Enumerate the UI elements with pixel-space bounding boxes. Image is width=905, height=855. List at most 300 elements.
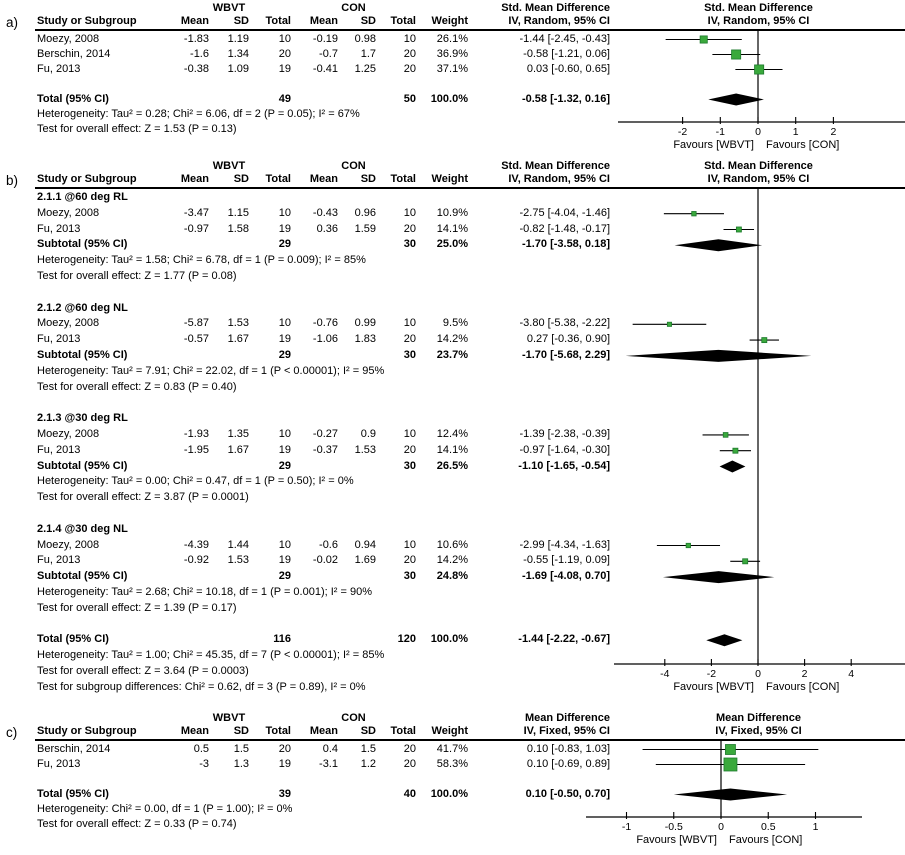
study-row [35, 316, 612, 332]
column-header-sd1: SD [233, 173, 249, 185]
note-text: Test for overall effect: Z = 1.77 (P = 0.08) [37, 269, 237, 282]
total2-cell: 20 [403, 63, 416, 75]
total1-cell: 10 [278, 317, 291, 330]
pooled-row [35, 92, 612, 107]
panel-a [0, 2, 905, 158]
study-row [35, 332, 612, 348]
subgroup-title: 2.1.2 @60 deg NL [37, 301, 128, 314]
tick-label: -2 [706, 668, 717, 680]
sd1-cell: 1.34 [227, 48, 249, 60]
mean1-cell: -1.6 [190, 48, 209, 60]
study-row [35, 32, 612, 47]
weight-cell: 14.1% [436, 222, 468, 235]
plot-subtitle: IV, Random, 95% CI [707, 173, 810, 185]
study-name: Moezy, 2008 [37, 538, 100, 551]
effect-col-subtitle: IV, Random, 95% CI [508, 15, 610, 27]
study-row [35, 427, 612, 443]
total1-cell: 39 [278, 788, 291, 800]
effect-cell: -0.97 [-1.64, -0.30] [519, 443, 610, 456]
mean1-cell: -5.87 [183, 317, 209, 330]
note-text: Test for overall effect: Z = 0.33 (P = 0.74) [37, 818, 237, 830]
total1-cell: 29 [278, 459, 291, 472]
total1-cell: 49 [278, 93, 291, 105]
mean1-cell: -1.93 [183, 427, 209, 440]
effect-square [692, 211, 696, 215]
total2-cell: 20 [403, 443, 416, 456]
spacer-row [35, 285, 612, 301]
sd1-cell: 1.67 [227, 333, 249, 346]
subgroup-header-row [35, 301, 612, 317]
forest-plot [612, 2, 905, 158]
group2-header: CON [341, 2, 366, 14]
sd1-cell: 1.19 [227, 33, 249, 45]
pooled-name: Total (95% CI) [37, 788, 109, 800]
forest-plot [612, 160, 905, 712]
total2-cell: 50 [403, 93, 416, 105]
mean1-cell: 0.5 [193, 743, 209, 755]
note-row [35, 364, 612, 380]
subgroup-title: 2.1.3 @30 deg RL [37, 412, 128, 425]
study-name: Moezy, 2008 [37, 206, 100, 219]
effect-cell: -1.44 [-2.22, -0.67] [518, 633, 610, 646]
plot-svg [612, 712, 905, 855]
note-row [35, 253, 612, 269]
table-rows [35, 32, 612, 137]
total1-cell: 116 [273, 633, 291, 646]
sd1-cell: 1.53 [227, 554, 249, 567]
sd2-cell: 1.53 [354, 443, 376, 456]
column-header-sd2: SD [360, 15, 376, 27]
note-text: Heterogeneity: Tau² = 0.00; Chi² = 0.47, df = 1 (P = 0.50); I² = 0% [37, 475, 354, 488]
note-text: Heterogeneity: Tau² = 2.68; Chi² = 10.18, df = 1 (P = 0.001); I² = 90% [37, 585, 372, 598]
subgroup-header-row [35, 411, 612, 427]
tick-label: 1 [792, 126, 799, 138]
column-header-sd2: SD [360, 725, 376, 737]
table-header-groups [35, 712, 612, 725]
spacer-row [35, 617, 612, 633]
weight-cell: 37.1% [436, 63, 468, 75]
note-row [35, 122, 612, 137]
effect-cell: -1.39 [-2.38, -0.39] [519, 427, 610, 440]
total2-cell: 30 [403, 570, 416, 583]
pooled-row [35, 787, 612, 802]
total1-cell: 29 [278, 238, 291, 251]
column-header-sd1: SD [233, 725, 249, 737]
mean1-cell: -0.38 [183, 63, 209, 75]
column-header-mean2: Mean [309, 725, 338, 737]
column-header-study: Study or Subgroup [37, 725, 137, 737]
weight-cell: 26.5% [436, 459, 468, 472]
note-text: Heterogeneity: Tau² = 7.91; Chi² = 22.02, df = 1 (P < 0.00001); I² = 95% [37, 364, 385, 377]
weight-cell: 12.4% [436, 427, 468, 440]
mean2-cell: -0.41 [312, 63, 338, 75]
total2-cell: 20 [403, 743, 416, 755]
mean2-cell: -1.06 [312, 333, 338, 346]
tick-label: 4 [848, 668, 855, 680]
sd1-cell: 1.15 [227, 206, 249, 219]
sd2-cell: 1.83 [354, 333, 376, 346]
effect-square [724, 758, 737, 771]
sd1-cell: 1.35 [227, 427, 249, 440]
sd1-cell: 1.58 [227, 222, 249, 235]
note-row [35, 680, 612, 696]
sd2-cell: 0.9 [360, 427, 376, 440]
sd1-cell: 1.44 [227, 538, 249, 551]
effect-cell: -1.70 [-3.58, 0.18] [521, 238, 610, 251]
study-row [35, 553, 612, 569]
effect-square [686, 543, 690, 547]
total1-cell: 19 [278, 554, 291, 567]
effect-col-title: Std. Mean Difference [501, 160, 610, 172]
note-text: Test for overall effect: Z = 0.83 (P = 0.40) [37, 380, 237, 393]
note-row [35, 585, 612, 601]
study-name: Moezy, 2008 [37, 317, 100, 330]
pooled-row [35, 569, 612, 585]
sd2-cell: 0.98 [354, 33, 376, 45]
note-text: Test for overall effect: Z = 1.53 (P = 0.13) [37, 123, 237, 135]
total1-cell: 20 [278, 48, 291, 60]
study-name: Fu, 2013 [37, 443, 81, 456]
mean1-cell: -4.39 [183, 538, 209, 551]
effect-col-title: Mean Difference [525, 712, 610, 724]
sd2-cell: 1.69 [354, 554, 376, 567]
effect-cell: 0.10 [-0.69, 0.89] [526, 758, 610, 770]
table-header-groups [35, 2, 612, 15]
effect-cell: 0.10 [-0.83, 1.03] [526, 743, 610, 755]
column-header-mean1: Mean [180, 15, 209, 27]
column-header-weight: Weight [431, 725, 468, 737]
total1-cell: 29 [278, 348, 291, 361]
mean1-cell: -0.92 [183, 554, 209, 567]
column-header-study: Study or Subgroup [37, 15, 137, 27]
mean1-cell: -3.47 [183, 206, 209, 219]
table-rows [35, 742, 612, 832]
study-name: Berschin, 2014 [37, 48, 111, 60]
table-header-columns [35, 15, 612, 28]
column-header-total1: Total [265, 725, 291, 737]
study-row [35, 742, 612, 757]
subgroup-title: 2.1.1 @60 deg RL [37, 191, 128, 203]
column-header-study: Study or Subgroup [37, 173, 137, 185]
effect-cell: -0.55 [-1.19, 0.09] [523, 554, 610, 567]
spacer-row [35, 77, 612, 92]
total1-cell: 10 [278, 427, 291, 440]
study-name: Berschin, 2014 [37, 743, 111, 755]
effect-square [743, 559, 748, 564]
favours-right-label: Favours [CON] [766, 681, 840, 693]
plot-subtitle: IV, Random, 95% CI [707, 15, 810, 27]
note-text: Heterogeneity: Tau² = 1.00; Chi² = 45.35, df = 7 (P < 0.00001); I² = 85% [37, 649, 385, 662]
weight-cell: 58.3% [436, 758, 468, 770]
weight-cell: 100.0% [430, 93, 468, 105]
effect-square [732, 50, 741, 59]
total2-cell: 10 [403, 206, 416, 219]
pooled-name: Subtotal (95% CI) [37, 348, 128, 361]
spacer-row [35, 772, 612, 787]
study-name: Fu, 2013 [37, 63, 81, 75]
tick-label: -1 [715, 126, 725, 138]
mean2-cell: -0.37 [312, 443, 338, 456]
favours-left-label: Favours [WBVT] [673, 139, 754, 151]
weight-cell: 25.0% [436, 238, 468, 251]
note-text: Heterogeneity: Tau² = 1.58; Chi² = 6.78, df = 1 (P = 0.009); I² = 85% [37, 254, 366, 267]
study-row [35, 757, 612, 772]
effect-cell: 0.03 [-0.60, 0.65] [526, 63, 610, 75]
study-table [35, 2, 612, 28]
tick-label: -4 [660, 668, 670, 680]
mean1-cell: -0.97 [183, 222, 209, 235]
study-row [35, 47, 612, 62]
tick-label: 0 [755, 126, 761, 138]
weight-cell: 41.7% [436, 743, 468, 755]
tick-label: 0.5 [760, 821, 776, 833]
weight-cell: 9.5% [442, 317, 468, 330]
note-text: Test for overall effect: Z = 3.64 (P = 0.0003) [37, 664, 249, 677]
effect-cell: -0.58 [-1.32, 0.16] [521, 93, 610, 105]
note-row [35, 601, 612, 617]
tick-label: 2 [830, 126, 837, 138]
column-header-total2: Total [390, 15, 416, 27]
tick-label: -2 [677, 126, 688, 138]
pooled-diamond [626, 350, 812, 362]
mean1-cell: -1.95 [183, 443, 209, 456]
note-text: Test for overall effect: Z = 3.87 (P = 0.0001) [37, 491, 249, 504]
weight-cell: 14.2% [436, 554, 468, 567]
effect-cell: -2.99 [-4.34, -1.63] [519, 538, 610, 551]
total2-cell: 20 [403, 222, 416, 235]
total2-cell: 20 [403, 554, 416, 567]
panel-label: b) [6, 173, 19, 188]
effect-cell: -0.58 [-1.21, 0.06] [523, 48, 610, 60]
pooled-diamond [675, 239, 763, 251]
study-row [35, 206, 612, 222]
note-row [35, 648, 612, 664]
total2-cell: 120 [397, 633, 416, 646]
effect-col-title: Std. Mean Difference [501, 2, 610, 14]
total2-cell: 30 [403, 459, 416, 472]
study-name: Moezy, 2008 [37, 427, 100, 440]
sd1-cell: 1.09 [227, 63, 249, 75]
total2-cell: 10 [403, 427, 416, 440]
spacer-row [35, 506, 612, 522]
panel-label: a) [6, 15, 19, 30]
mean2-cell: -0.27 [312, 427, 338, 440]
weight-cell: 14.1% [436, 443, 468, 456]
column-header-mean1: Mean [180, 173, 209, 185]
mean2-cell: -0.7 [319, 48, 338, 60]
effect-cell: -1.10 [-1.65, -0.54] [518, 459, 610, 472]
sd2-cell: 1.5 [360, 743, 376, 755]
total2-cell: 20 [403, 758, 416, 770]
total2-cell: 20 [403, 48, 416, 60]
note-row [35, 107, 612, 122]
study-row [35, 443, 612, 459]
group1-header: WBVT [212, 712, 246, 724]
total2-cell: 40 [403, 788, 416, 800]
note-row [35, 664, 612, 680]
table-header-groups [35, 160, 612, 173]
table-header-columns [35, 173, 612, 186]
sd2-cell: 1.25 [354, 63, 376, 75]
group2-header: CON [341, 712, 366, 724]
pooled-diamond [708, 94, 764, 106]
effect-square [723, 433, 728, 438]
note-text: Heterogeneity: Chi² = 0.00, df = 1 (P = 1.00); I² = 0% [37, 803, 293, 815]
note-text: Test for overall effect: Z = 1.39 (P = 0.17) [37, 601, 237, 614]
total1-cell: 19 [278, 222, 291, 235]
pooled-diamond [720, 461, 746, 473]
effect-cell: -0.82 [-1.48, -0.17] [519, 222, 610, 235]
favours-left-label: Favours [WBVT] [636, 834, 717, 846]
effect-square [762, 338, 767, 343]
total1-cell: 19 [278, 63, 291, 75]
effect-square [755, 65, 764, 74]
total2-cell: 10 [403, 33, 416, 45]
mean2-cell: -0.19 [312, 33, 338, 45]
column-header-total2: Total [390, 173, 416, 185]
pooled-name: Subtotal (95% CI) [37, 459, 128, 472]
total1-cell: 20 [278, 743, 291, 755]
plot-svg [612, 2, 905, 158]
study-table [35, 160, 612, 186]
effect-col-subtitle: IV, Random, 95% CI [508, 173, 610, 185]
favours-right-label: Favours [CON] [729, 834, 803, 846]
study-name: Moezy, 2008 [37, 33, 100, 45]
table-header-columns [35, 725, 612, 738]
pooled-name: Total (95% CI) [37, 633, 109, 646]
total2-cell: 10 [403, 317, 416, 330]
sd2-cell: 0.96 [354, 206, 376, 219]
column-header-total1: Total [265, 173, 291, 185]
mean1-cell: -3 [199, 758, 209, 770]
sd1-cell: 1.5 [233, 743, 249, 755]
column-header-mean1: Mean [180, 725, 209, 737]
study-row [35, 222, 612, 238]
pooled-name: Subtotal (95% CI) [37, 570, 128, 583]
study-row [35, 538, 612, 554]
tick-label: 1 [812, 821, 819, 833]
total1-cell: 10 [278, 33, 291, 45]
plot-svg [612, 160, 905, 712]
group2-header: CON [341, 160, 366, 172]
note-row [35, 490, 612, 506]
note-text: Test for subgroup differences: Chi² = 0.62, df = 3 (P = 0.89), I² = 0% [37, 680, 366, 693]
weight-cell: 10.6% [436, 538, 468, 551]
pooled-row [35, 237, 612, 253]
total1-cell: 29 [278, 570, 291, 583]
mean2-cell: -0.76 [312, 317, 338, 330]
study-name: Fu, 2013 [37, 554, 81, 567]
effect-cell: 0.27 [-0.36, 0.90] [526, 333, 610, 346]
plot-subtitle: IV, Fixed, 95% CI [715, 725, 802, 737]
weight-cell: 100.0% [430, 788, 468, 800]
total1-cell: 19 [278, 333, 291, 346]
favours-right-label: Favours [CON] [766, 139, 840, 151]
total1-cell: 19 [278, 443, 291, 456]
study-row [35, 62, 612, 77]
total2-cell: 10 [403, 538, 416, 551]
effect-square [733, 448, 738, 453]
effect-square [736, 227, 741, 232]
plot-title: Mean Difference [716, 712, 801, 724]
mean2-cell: -0.02 [312, 554, 338, 567]
effect-cell: -1.44 [-2.45, -0.43] [519, 33, 610, 45]
sd2-cell: 1.59 [354, 222, 376, 235]
note-row [35, 802, 612, 817]
tick-label: 0 [755, 668, 761, 680]
effect-cell: -2.75 [-4.04, -1.46] [519, 206, 610, 219]
sd1-cell: 1.67 [227, 443, 249, 456]
study-name: Fu, 2013 [37, 333, 81, 346]
effect-cell: 0.10 [-0.50, 0.70] [525, 788, 610, 800]
mean2-cell: -0.43 [312, 206, 338, 219]
group1-header: WBVT [212, 2, 246, 14]
weight-cell: 10.9% [436, 206, 468, 219]
mean1-cell: -1.83 [183, 33, 209, 45]
sd2-cell: 0.94 [354, 538, 376, 551]
panel-c [0, 712, 905, 855]
column-header-total2: Total [390, 725, 416, 737]
weight-cell: 26.1% [436, 33, 468, 45]
effect-cell: -1.70 [-5.68, 2.29] [521, 348, 610, 361]
tick-label: -0.5 [664, 821, 683, 833]
table-rows [35, 190, 612, 696]
tick-label: 2 [801, 668, 808, 680]
pooled-row [35, 348, 612, 364]
group1-header: WBVT [212, 160, 246, 172]
total1-cell: 10 [278, 206, 291, 219]
plot-title: Std. Mean Difference [704, 160, 813, 172]
effect-col-subtitle: IV, Fixed, 95% CI [523, 725, 610, 737]
total1-cell: 10 [278, 538, 291, 551]
mean2-cell: -0.6 [319, 538, 338, 551]
pooled-diamond [706, 634, 742, 646]
note-row [35, 380, 612, 396]
effect-cell: -3.80 [-5.38, -2.22] [519, 317, 610, 330]
sd1-cell: 1.53 [227, 317, 249, 330]
tick-label: 0 [718, 821, 724, 833]
weight-cell: 24.8% [436, 570, 468, 583]
sd1-cell: 1.3 [233, 758, 249, 770]
weight-cell: 23.7% [436, 348, 468, 361]
pooled-name: Total (95% CI) [37, 93, 109, 105]
total2-cell: 30 [403, 238, 416, 251]
study-table [35, 712, 612, 738]
study-name: Fu, 2013 [37, 758, 81, 770]
total1-cell: 19 [278, 758, 291, 770]
study-name: Fu, 2013 [37, 222, 81, 235]
note-row [35, 817, 612, 832]
subgroup-header-row [35, 522, 612, 538]
mean2-cell: -3.1 [319, 758, 338, 770]
tick-label: -1 [621, 821, 632, 833]
pooled-diamond [674, 789, 787, 801]
sd2-cell: 0.99 [354, 317, 376, 330]
pooled-row [35, 632, 612, 648]
column-header-weight: Weight [431, 15, 468, 27]
weight-cell: 14.2% [436, 333, 468, 346]
forest-plot [612, 712, 905, 855]
column-header-sd1: SD [233, 15, 249, 27]
pooled-name: Subtotal (95% CI) [37, 238, 128, 251]
panel-b [0, 160, 905, 712]
column-header-mean2: Mean [309, 15, 338, 27]
sd2-cell: 1.7 [360, 48, 376, 60]
mean2-cell: 0.4 [322, 743, 338, 755]
total2-cell: 20 [403, 333, 416, 346]
favours-left-label: Favours [WBVT] [673, 681, 754, 693]
effect-square [700, 36, 707, 43]
